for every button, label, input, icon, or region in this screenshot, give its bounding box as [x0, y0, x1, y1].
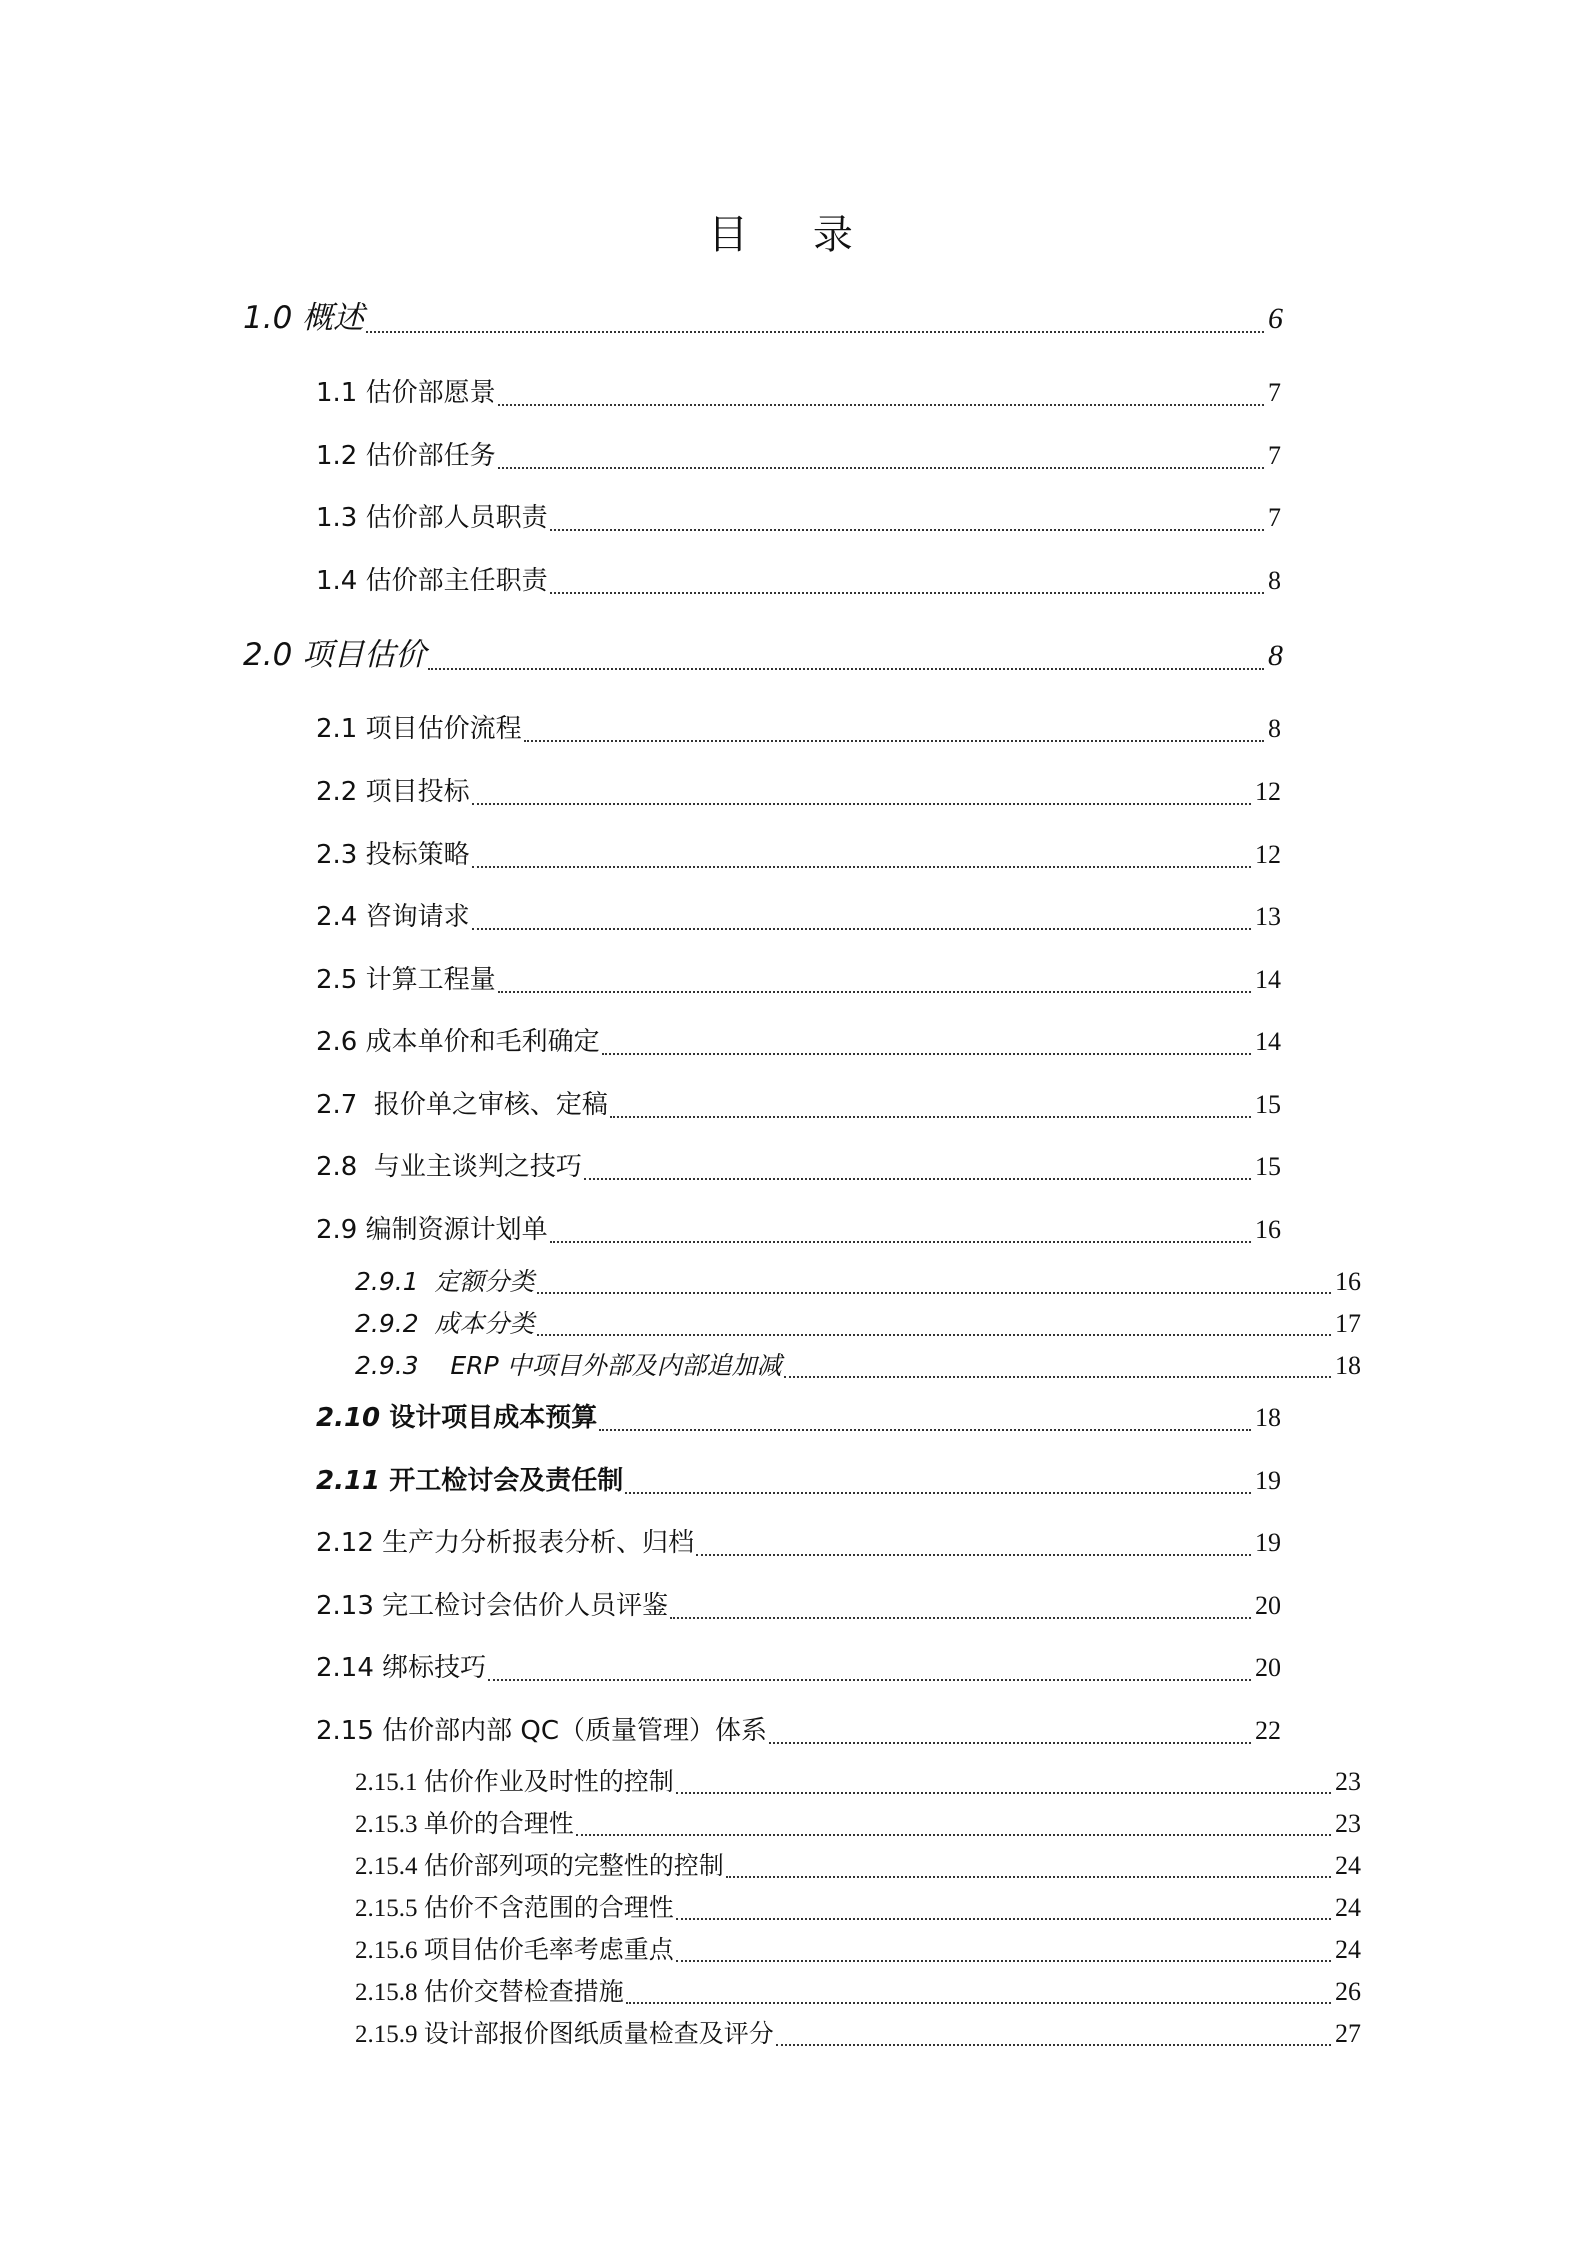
dot-leader [676, 1960, 1331, 1962]
toc-entry-label [316, 1147, 582, 1187]
toc-entry-page-number: 20 [1255, 1653, 1281, 1682]
toc-entry-number: 2.15 [316, 1716, 383, 1746]
toc-entry[interactable] [316, 1085, 1281, 1125]
toc-entry-text: 定额分类 [434, 1267, 535, 1296]
dot-leader [670, 1617, 1251, 1619]
toc-entry-page-number: 15 [1255, 1090, 1281, 1119]
toc-entry-label [316, 1523, 694, 1563]
toc-entry-page-number: 24 [1335, 1935, 1361, 1964]
dot-leader [599, 1429, 1251, 1431]
toc-entry[interactable] [355, 1847, 1361, 1885]
toc-entry-number: 2.1 [316, 714, 366, 744]
toc-entry-number: 2.13 [316, 1591, 383, 1621]
toc-entry-text: 计算工程量 [365, 965, 496, 995]
toc-entry[interactable] [316, 1523, 1281, 1563]
toc-entry-text: 咨询请求 [365, 902, 470, 932]
toc-entry-page-number: 8 [1268, 714, 1281, 743]
dot-leader [676, 1918, 1331, 1920]
toc-entry[interactable] [355, 1889, 1361, 1927]
toc-entry-text: 生产力分析报表分析、归档 [382, 1528, 695, 1558]
toc-entry-label [316, 1398, 597, 1438]
toc-entry-text: 报价单之审核、定稿 [373, 1090, 608, 1120]
toc-entry[interactable] [355, 1263, 1361, 1301]
toc-entry-page-number: 24 [1335, 1893, 1361, 1922]
dot-leader [472, 866, 1251, 868]
toc-entry-label [316, 1648, 486, 1688]
dot-leader [550, 592, 1264, 594]
toc-entry-label [316, 772, 470, 812]
toc-entry[interactable] [316, 1461, 1281, 1501]
toc-entry-number: 2.15.3 [355, 1811, 424, 1838]
toc-entry-text: 估价部愿景 [365, 378, 496, 408]
dot-leader [625, 1492, 1251, 1494]
toc-entry[interactable] [316, 835, 1281, 875]
toc-entry[interactable] [355, 1763, 1361, 1801]
toc-entry-page-number: 6 [1268, 302, 1283, 335]
toc-entry-text: 投标策略 [365, 840, 470, 870]
toc-entry-label [316, 1022, 600, 1062]
toc-entry-number: 2.14 [316, 1653, 383, 1683]
toc-entry-label [355, 1263, 535, 1301]
dot-leader [696, 1554, 1251, 1556]
toc-entry[interactable] [355, 1931, 1361, 1969]
dot-leader [472, 928, 1251, 930]
toc-entry[interactable] [316, 1210, 1281, 1250]
toc-entry-page-number: 20 [1255, 1591, 1281, 1620]
toc-entry[interactable] [355, 1973, 1361, 2011]
toc-entry-page-number: 18 [1255, 1403, 1281, 1432]
dot-leader [626, 2002, 1331, 2004]
toc-entry-page-number: 7 [1268, 378, 1281, 407]
dot-leader [428, 668, 1264, 670]
toc-entry[interactable] [316, 1398, 1281, 1438]
dot-leader [488, 1679, 1251, 1681]
toc-entry-page-number: 18 [1335, 1351, 1361, 1380]
toc-entry-page-number: 8 [1268, 566, 1281, 595]
toc-entry[interactable] [316, 1022, 1281, 1062]
page-title: 目 录 [708, 212, 879, 258]
toc-entry[interactable] [316, 1147, 1281, 1187]
toc-entry-text: 设计项目成本预算 [389, 1403, 598, 1433]
toc-entry-number: 2.3 [316, 840, 366, 870]
dot-leader [537, 1292, 1331, 1294]
dot-leader [676, 1792, 1331, 1794]
toc-entry-number: 2.15.9 [355, 2021, 424, 2048]
toc-entry[interactable] [355, 1347, 1361, 1385]
dot-leader [602, 1053, 1251, 1055]
toc-entry-page-number: 17 [1335, 1309, 1361, 1338]
dot-leader [769, 1742, 1251, 1744]
toc-entry-page-number: 22 [1255, 1716, 1281, 1745]
toc-entry-text: 绑标技巧 [382, 1653, 487, 1683]
toc-entry-label [316, 1586, 668, 1626]
toc-entry-label [243, 633, 426, 677]
dot-leader [498, 991, 1251, 993]
toc-entry-label [316, 436, 496, 476]
toc-entry[interactable] [316, 436, 1281, 476]
dot-leader [576, 1834, 1331, 1836]
dot-leader [550, 529, 1264, 531]
toc-entry-number: 2.9.3 [355, 1351, 451, 1380]
dot-leader [550, 1241, 1251, 1243]
toc-entry-number: 2.7 [316, 1090, 374, 1120]
toc-entry[interactable] [316, 373, 1281, 413]
toc-entry-label [316, 960, 496, 1000]
toc-entry-page-number: 13 [1255, 902, 1281, 931]
toc-entry-label [243, 296, 364, 340]
toc-entry-number: 2.9.1 [355, 1267, 435, 1296]
toc-entry-label [355, 2016, 774, 2054]
toc-entry-text: 成本分类 [434, 1309, 535, 1338]
toc-entry-number: 2.15.6 [355, 1937, 424, 1964]
toc-entry[interactable] [355, 2015, 1361, 2053]
toc-entry[interactable] [355, 1805, 1361, 1843]
toc-entry-number: 2.8 [316, 1152, 374, 1182]
toc-entry-text: ERP 中项目外部及内部追加减 [450, 1351, 782, 1380]
toc-entry[interactable] [243, 296, 1283, 340]
toc-entry[interactable] [316, 772, 1281, 812]
toc-entry-page-number: 15 [1255, 1152, 1281, 1181]
dot-leader [498, 467, 1264, 469]
toc-entry-text: 项目估价 [302, 637, 427, 673]
toc-entry-text: 估价部主任职责 [365, 566, 548, 596]
toc-entry-text: 编制资源计划单 [365, 1215, 548, 1245]
toc-entry-page-number: 7 [1268, 503, 1281, 532]
toc-entry-number: 2.15.5 [355, 1895, 424, 1922]
toc-entry-number: 2.11 [316, 1466, 390, 1496]
toc-entry-label [316, 1461, 623, 1501]
toc-entry-number: 2.6 [316, 1027, 366, 1057]
toc-entry-text: 估价交替检查措施 [423, 1979, 624, 2006]
dot-leader [498, 404, 1264, 406]
toc-entry-number: 2.4 [316, 902, 366, 932]
toc-entry-label [316, 709, 522, 749]
toc-entry-label [316, 835, 470, 875]
toc-entry-page-number: 14 [1255, 1027, 1281, 1056]
toc-entry-text: 开工检讨会及责任制 [389, 1466, 624, 1496]
toc-entry-number: 1.0 [243, 300, 303, 336]
toc-entry-label [316, 897, 470, 937]
toc-entry-number: 1.1 [316, 378, 366, 408]
toc-entry-number: 2.9.2 [355, 1309, 435, 1338]
toc-entry-label [316, 1711, 767, 1751]
toc-entry-label [355, 1932, 674, 1970]
toc-entry[interactable] [316, 897, 1281, 937]
toc-entry-number: 1.4 [316, 566, 366, 596]
toc-entry-text: 单价的合理性 [423, 1811, 574, 1838]
toc-entry-page-number: 7 [1268, 441, 1281, 470]
toc-entry-text: 完工检讨会估价人员评鉴 [382, 1591, 669, 1621]
toc-entry-page-number: 12 [1255, 840, 1281, 869]
toc-entry-text: 项目估价流程 [365, 714, 522, 744]
toc-entry-label [355, 1890, 674, 1928]
toc-entry-number: 1.2 [316, 441, 366, 471]
toc-entry-text: 估价作业及时性的控制 [423, 1769, 674, 1796]
toc-entry-label [355, 1806, 574, 1844]
toc-entry[interactable] [316, 1586, 1281, 1626]
toc-entry[interactable] [243, 633, 1283, 677]
toc-entry-number: 2.0 [243, 637, 303, 673]
toc-entry-number: 2.2 [316, 777, 366, 807]
toc-entry-text: 设计部报价图纸质量检查及评分 [423, 2021, 774, 2048]
dot-leader [537, 1334, 1331, 1336]
toc-entry-label [316, 373, 496, 413]
toc-entry-label [316, 498, 548, 538]
toc-entry-number: 2.15.1 [355, 1769, 424, 1796]
toc-entry-page-number: 8 [1268, 639, 1283, 672]
toc-entry-page-number: 23 [1335, 1767, 1361, 1796]
toc-entry-text: 估价部列项的完整性的控制 [423, 1853, 724, 1880]
toc-entry[interactable] [316, 1711, 1281, 1751]
toc-entry-page-number: 12 [1255, 777, 1281, 806]
dot-leader [610, 1116, 1251, 1118]
toc-entry-label [355, 1347, 782, 1385]
toc-entry-page-number: 27 [1335, 2019, 1361, 2048]
toc-entry-number: 2.15.4 [355, 1853, 424, 1880]
toc-entry-label [316, 1085, 608, 1125]
toc-entry-text: 成本单价和毛利确定 [365, 1027, 600, 1057]
toc-entry-text: 概述 [302, 300, 365, 336]
toc-entry-text: 项目投标 [365, 777, 470, 807]
toc-entry-number: 2.5 [316, 965, 366, 995]
toc-entry-number: 2.9 [316, 1215, 366, 1245]
toc-entry[interactable] [316, 960, 1281, 1000]
dot-leader [776, 2044, 1331, 2046]
dot-leader [472, 803, 1251, 805]
toc-entry[interactable] [316, 498, 1281, 538]
toc-entry-text: 项目估价毛率考虑重点 [423, 1937, 674, 1964]
toc-entry-page-number: 23 [1335, 1809, 1361, 1838]
toc-entry-page-number: 16 [1255, 1215, 1281, 1244]
toc-entry-label [355, 1764, 674, 1802]
toc-entry-page-number: 24 [1335, 1851, 1361, 1880]
toc-entry-number: 2.10 [316, 1403, 390, 1433]
toc-entry-text: 与业主谈判之技巧 [373, 1152, 582, 1182]
toc-entry-text: 估价部任务 [365, 441, 496, 471]
toc-entry-page-number: 19 [1255, 1528, 1281, 1557]
dot-leader [726, 1876, 1331, 1878]
toc-entry-page-number: 14 [1255, 965, 1281, 994]
toc-entry-text: 估价部内部 QC（质量管理）体系 [382, 1716, 768, 1746]
toc-entry-text: 估价部人员职责 [365, 503, 548, 533]
dot-leader [366, 331, 1264, 333]
toc-entry[interactable] [355, 1305, 1361, 1343]
toc-entry-label [355, 1848, 724, 1886]
toc-entry-label [316, 1210, 548, 1250]
dot-leader [784, 1376, 1331, 1378]
toc-entry-number: 2.12 [316, 1528, 383, 1558]
toc-entry[interactable] [316, 561, 1281, 601]
toc-entry[interactable] [316, 1648, 1281, 1688]
toc-entry-label [355, 1305, 535, 1343]
dot-leader [524, 740, 1264, 742]
toc-entry-page-number: 16 [1335, 1267, 1361, 1296]
dot-leader [584, 1178, 1251, 1180]
toc-entry-label [316, 561, 548, 601]
toc-entry-page-number: 26 [1335, 1977, 1361, 2006]
toc-entry-number: 1.3 [316, 503, 366, 533]
toc-entry-label [355, 1974, 624, 2012]
toc-entry-text: 估价不含范围的合理性 [423, 1895, 674, 1922]
toc-entry-number: 2.15.8 [355, 1979, 424, 2006]
toc-entry-page-number: 19 [1255, 1466, 1281, 1495]
toc-entry[interactable] [316, 709, 1281, 749]
